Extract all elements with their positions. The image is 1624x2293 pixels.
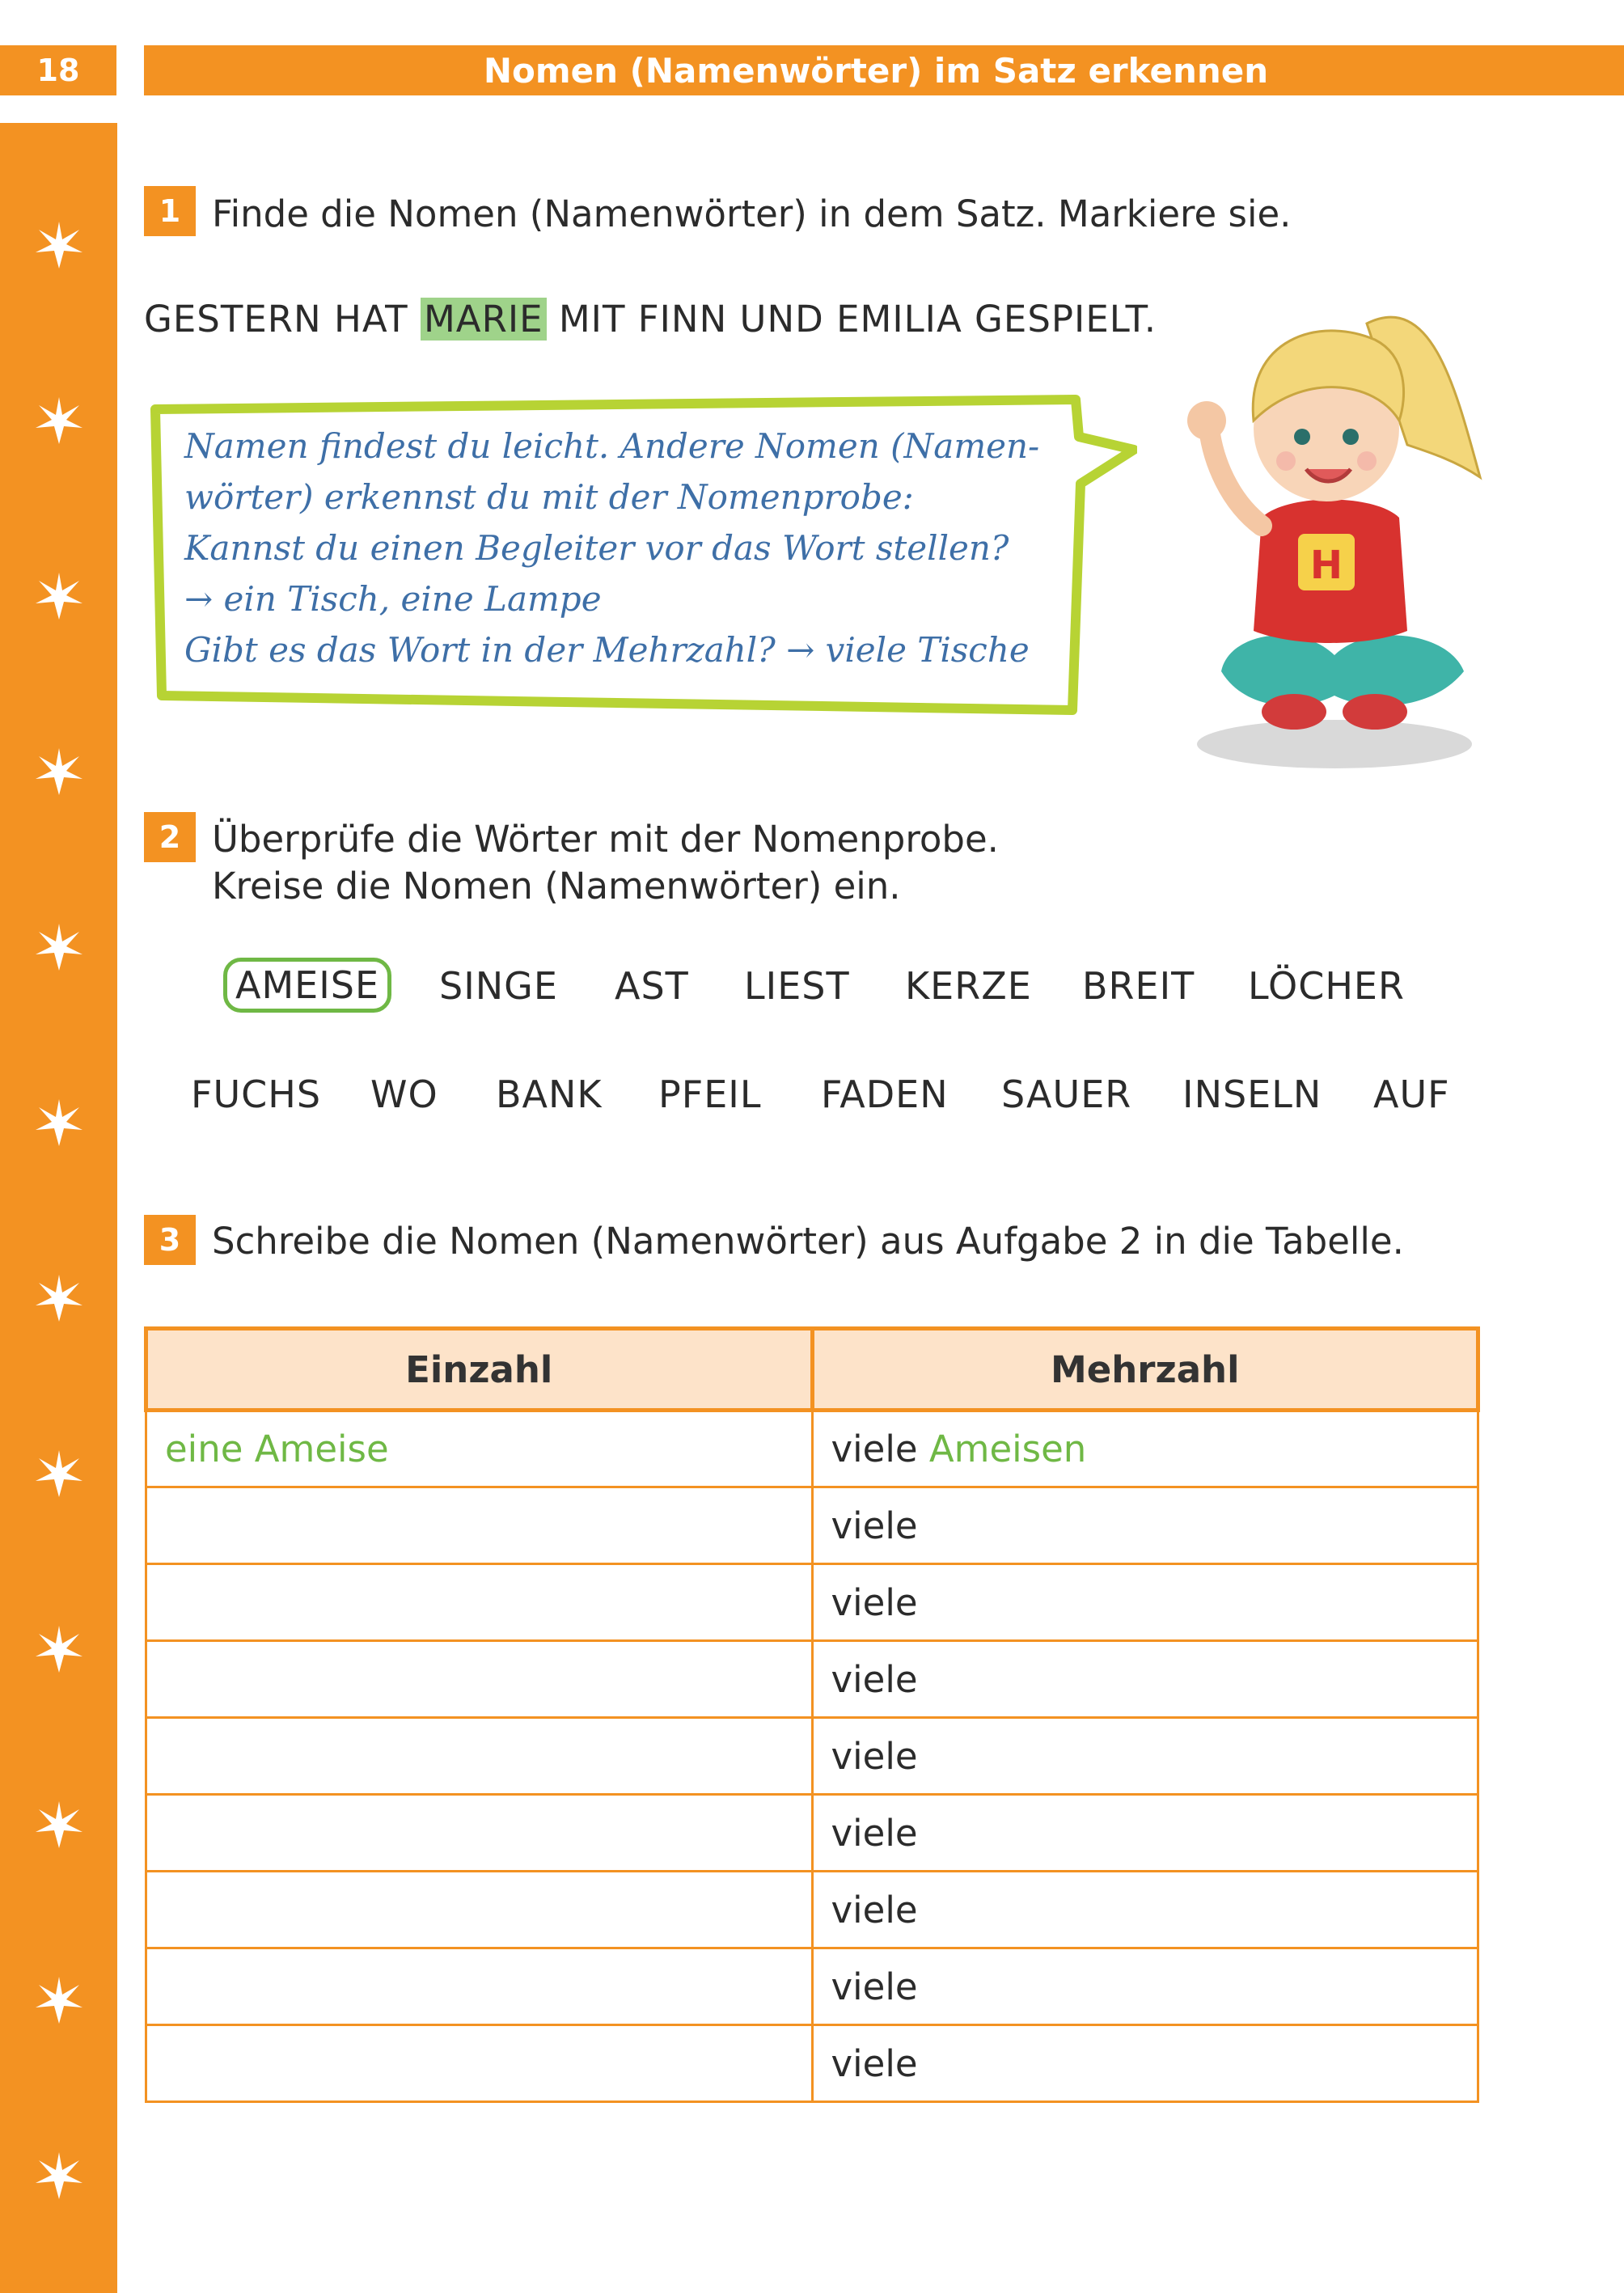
table-row[interactable] [146,2025,1478,2102]
singular-answer-cell[interactable] [146,2025,813,2102]
word-option[interactable]: AST [615,964,689,1008]
singular-answer-cell[interactable] [146,1872,813,1948]
table-row[interactable] [146,1795,1478,1872]
word-option[interactable]: BREIT [1082,964,1195,1008]
task-2-number: 2 [144,812,196,862]
task-1-instruction: Finde die Nomen (Namenwörter) in dem Satz. Markiere sie. [212,192,1292,235]
word-option[interactable]: FUCHS [191,1072,322,1116]
word-option[interactable]: BANK [496,1072,603,1116]
star-icon [32,569,86,623]
star-icon [32,745,86,798]
tip-line: Namen findest du leicht. Andere Nomen (Namen- [184,426,1040,466]
star-icon [32,1096,86,1149]
column-header-singular: Einzahl [146,1329,813,1411]
word-option[interactable]: SAUER [1001,1072,1132,1116]
column-header-plural: Mehrzahl [812,1329,1478,1411]
word-option-circled[interactable]: AMEISE [223,958,391,1013]
star-icon [32,1622,86,1676]
star-icon [32,1271,86,1325]
task-1-sentence [144,298,1157,341]
plural-answer-cell[interactable]: viele [812,1948,1478,2025]
tip-text [184,421,1074,675]
word-option[interactable]: FADEN [821,1072,949,1116]
word-option[interactable]: LIEST [744,964,850,1008]
singular-answer-cell[interactable] [146,1564,813,1641]
singular-answer-cell[interactable] [146,1718,813,1795]
task-2-instruction [212,816,999,910]
word-option[interactable]: KERZE [905,964,1032,1008]
singular-answer-cell[interactable] [146,1641,813,1718]
table-row[interactable] [146,1564,1478,1641]
star-icon [32,2149,86,2202]
star-icon [32,1798,86,1851]
tip-line: → ein Tisch, eine Lampe [184,579,602,619]
word-option[interactable]: INSELN [1182,1072,1322,1116]
plural-answer-cell[interactable]: viele [812,1718,1478,1795]
word-option[interactable]: LÖCHER [1248,964,1405,1008]
svg-text:H: H [1309,543,1343,588]
task-2-instruction-line: Überprüfe die Wörter mit der Nomenprobe. [212,818,999,861]
task-3-instruction: Schreibe die Nomen (Namenwörter) aus Aufgabe 2 in die Tabelle. [212,1220,1404,1263]
page-title: Nomen (Namenwörter) im Satz erkennen [144,45,1624,95]
tip-line: Kannst du einen Begleiter vor das Wort stellen? [184,528,1009,568]
plural-prefix: viele [831,1428,918,1470]
noun-table [144,1326,1480,2103]
plural-answer-cell[interactable]: viele [812,1872,1478,1948]
singular-answer-cell[interactable] [146,1795,813,1872]
example-singular-cell: eine Ameise [146,1411,813,1487]
word-option[interactable]: PFEIL [658,1072,762,1116]
star-icon [32,920,86,974]
girl-mascot-illustration [1165,291,1488,776]
table-row[interactable] [146,1718,1478,1795]
sentence-end: MIT FINN UND EMILIA GESPIELT. [558,298,1157,341]
example-plural-word: Ameisen [928,1428,1087,1470]
star-icon [32,394,86,447]
plural-answer-cell[interactable]: viele [812,2025,1478,2102]
plural-answer-cell[interactable]: viele [812,1487,1478,1564]
marked-noun[interactable]: MARIE [421,298,547,341]
table-row [146,1411,1478,1487]
word-option[interactable]: WO [370,1072,438,1116]
task-3-number: 3 [144,1215,196,1265]
sentence-start: GESTERN HAT [144,298,408,341]
task-2-instruction-line: Kreise die Nomen (Namenwörter) ein. [212,865,901,907]
singular-answer-cell[interactable] [146,1948,813,2025]
tip-line: Gibt es das Wort in der Mehrzahl? → viele Tische [184,630,1030,670]
plural-answer-cell[interactable]: viele [812,1795,1478,1872]
plural-answer-cell[interactable]: viele [812,1564,1478,1641]
table-row[interactable] [146,1948,1478,2025]
star-icon [32,218,86,272]
table-row[interactable] [146,1872,1478,1948]
star-icon [32,1447,86,1500]
table-row[interactable] [146,1487,1478,1564]
example-plural-cell [812,1411,1478,1487]
singular-answer-cell[interactable] [146,1487,813,1564]
word-option[interactable]: SINGE [439,964,558,1008]
word-option[interactable]: AUF [1373,1072,1450,1116]
task-1-number: 1 [144,186,196,236]
table-header-row [146,1329,1478,1411]
side-strip [0,123,117,2293]
page-number: 18 [0,45,116,95]
star-icon [32,1974,86,2027]
tip-line: wörter) erkennst du mit der Nomenprobe: [184,477,914,517]
plural-answer-cell[interactable]: viele [812,1641,1478,1718]
table-row[interactable] [146,1641,1478,1718]
